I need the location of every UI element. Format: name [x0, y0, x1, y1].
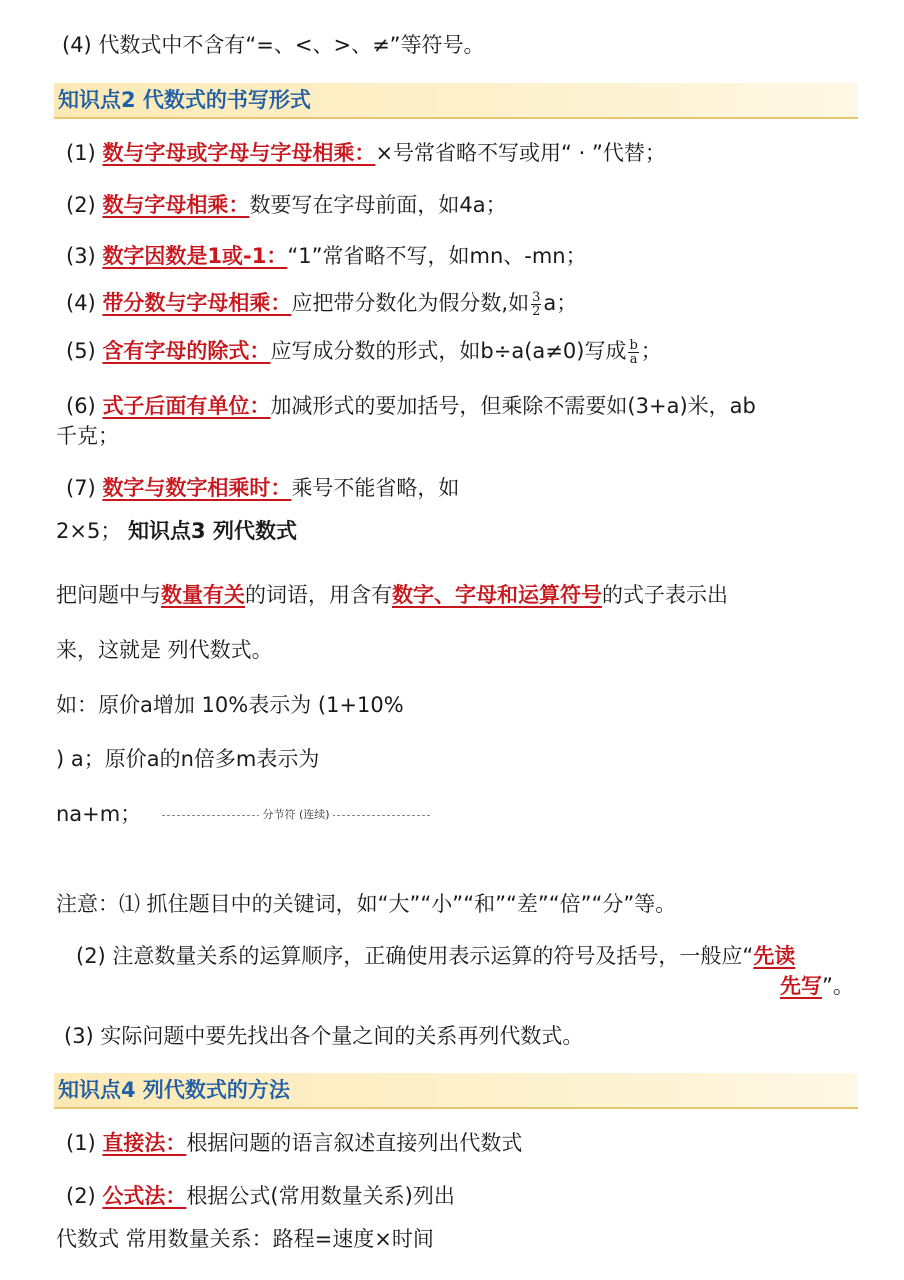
key-phrase: 数字与数字相乘时： — [102, 476, 292, 500]
list-item — [66, 190, 507, 220]
key-phrase: 数量有关 — [161, 583, 245, 607]
list-item — [66, 391, 756, 421]
example-line: na+m； — [56, 802, 142, 826]
note-1: 注意：⑴ 抓住题目中的关键词，如“大”“小”“和”“差”“倍”“分”等。 — [56, 892, 677, 916]
item-number: (5) — [66, 339, 96, 363]
paragraph: 把问题中与数量有关的词语，用含有数字、字母和运算符号的式子表示出 — [56, 583, 728, 607]
section-heading-2 — [54, 83, 858, 119]
fraction: $\frac{b}{a}$ — [629, 337, 638, 367]
section-break-divider: 分节符 (连续) — [162, 806, 430, 824]
key-phrase: 公式法： — [102, 1184, 187, 1208]
last-line: 代数式 常用数量关系：路程=速度×时间 — [56, 1227, 434, 1251]
section-title: 知识点2 代数式的书写形式 — [58, 88, 311, 112]
key-phrase: 带分数与字母相乘： — [102, 291, 292, 315]
item-text: ×号常省略不写或用“ · ”代替； — [375, 141, 666, 165]
item-text: 根据公式(常用数量关系)列出 — [186, 1184, 455, 1208]
list-item — [66, 1181, 455, 1211]
item-text: 加减形式的要加括号，但乘除不需要如(3+a)米，ab — [270, 394, 756, 418]
item-number: (6) — [66, 394, 96, 418]
item-number: (1) — [66, 1131, 96, 1155]
key-phrase: 先写 — [780, 974, 822, 998]
key-phrase: 式子后面有单位： — [102, 394, 271, 418]
list-item-continuation: 千克； — [56, 424, 119, 448]
note-3: (3) 实际问题中要先找出各个量之间的关系再列代数式。 — [64, 1024, 584, 1048]
list-item — [66, 288, 577, 318]
list-item — [66, 1128, 522, 1158]
list-item — [66, 138, 666, 168]
example-line: 如：原价a增加 10%表示为 (1+10% — [56, 693, 404, 717]
item-text: 数要写在字母前面，如4a； — [249, 193, 507, 217]
item-text-tail: ； — [640, 339, 662, 363]
list-item — [66, 473, 459, 503]
example-line: ) a；原价a的n倍多m表示为 — [56, 747, 320, 771]
key-phrase: 数与字母相乘： — [102, 193, 250, 217]
key-phrase: 直接法： — [102, 1131, 187, 1155]
item-text-tail: a； — [543, 291, 578, 315]
item-number: (3) — [66, 244, 96, 268]
item-text: 应写成分数的形式，如b÷a(a≠0)写成 — [270, 339, 627, 363]
list-item — [66, 241, 587, 271]
list-item-4-no-symbols: (4) 代数式中不含有“=、<、>、≠”等符号。 — [62, 33, 485, 57]
prefix-text: 2×5； — [56, 519, 122, 543]
item-number: (4) — [66, 291, 96, 315]
fraction: $\frac{3}{2}$ — [532, 289, 541, 319]
section-title: 知识点4 列代数式的方法 — [58, 1078, 290, 1102]
key-phrase: 数字因数是1或-1： — [102, 244, 288, 268]
item-number: (1) — [66, 141, 96, 165]
key-phrase: 数与字母或字母与字母相乘： — [102, 141, 376, 165]
section-heading-4 — [54, 1073, 858, 1109]
paragraph-line: 来，这就是 列代数式。 — [56, 638, 273, 662]
item-text: 应把带分数化为假分数,如 — [291, 291, 530, 315]
key-phrase: 先读 — [753, 944, 796, 968]
key-phrase: 数字、字母和运算符号 — [392, 583, 602, 607]
item-number: (2) — [66, 1184, 96, 1208]
note-2-continuation: 先写”。 — [780, 974, 854, 998]
section-heading-3 — [56, 516, 297, 546]
key-phrase: 含有字母的除式： — [102, 339, 271, 363]
item-number: (2) — [66, 193, 96, 217]
section-title: 知识点3 列代数式 — [128, 519, 297, 543]
item-text: 乘号不能省略，如 — [291, 476, 460, 500]
note-2: (2) 注意数量关系的运算顺序，正确使用表示运算的符号及括号，一般应“先读 — [76, 944, 796, 968]
item-text: “1”常省略不写，如mn、-mn； — [287, 244, 587, 268]
item-text: 根据问题的语言叙述直接列出代数式 — [186, 1131, 523, 1155]
list-item — [66, 336, 662, 366]
item-number: (7) — [66, 476, 96, 500]
